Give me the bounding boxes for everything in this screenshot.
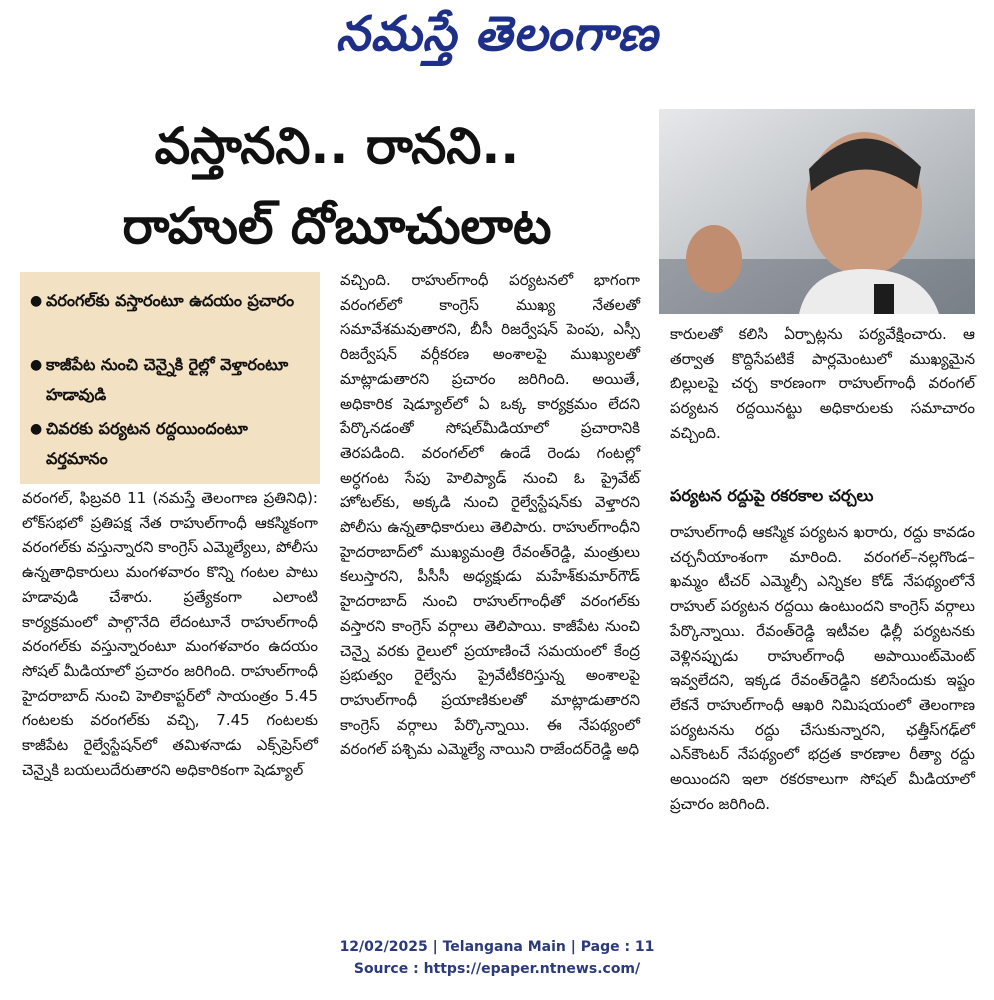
article-column-right-top: కారులతో కలిసి ఏర్పాట్లను పర్యవేక్షించారు. ఆ తర్వాత కొద్దిసేపటికే పార్లమెంటులో ముఖ్యమైన బిల్లులపై చర్చ కారణంగా రాహుల్‌గాంధీ వరంగల్ పర్యటన రద్దయినట్టు అధికారులకు సమాచారం వచ్చింది. bbox=[670, 325, 975, 442]
article-column-left: వరంగల్, ఫిబ్రవరి 11 (నమస్తే తెలంగాణ ప్రతినిధి): లోక్‌సభలో ప్రతిపక్ష నేత రాహుల్‌గాంధీ ఆకస్మికంగా వరంగల్‌కు వస్తున్నారని కాంగ్రెస్ ఎమ్మెల్యేలు, పోలీసు ఉన్నతాధికారులు మంగళవారం కొన్ని గంటల పాటు హడావుడి చేశారు. ప్రత్యేకంగా ఎలాంటి కార్యక్రమంలో పాల్గొనేది లేదంటూనే రాహుల్‌గాంధీ వరంగల్‌కు వస్తున్నారంటూ మంగళవారం ఉదయం సోషల్ మీడియాలో ప్రచారం జరిగింది. రాహుల్‌గాంధీ హైదరాబాద్ నుంచి హెలికాప్టర్‌లో సాయంత్రం 5.45 గంటలకు వరంగల్‌కు వచ్చి, 7.45 గంటలకు కాజీపేట రైల్వేస్టేషన్‌లో తమిళనాడు ఎక్స్‌ప్రెస్‌లో చెన్నైకి బయలుదేరుతారని అధికారికంగా షెడ్యూల్ bbox=[22, 489, 318, 779]
bullet-icon: ● bbox=[30, 357, 43, 373]
portrait-photo-icon bbox=[659, 109, 975, 314]
highlight-item: ● వరంగల్‌కు వస్తారంటూ ఉదయం ప్రచారం bbox=[30, 286, 314, 316]
bullet-icon: ● bbox=[30, 421, 43, 437]
masthead-title: నమస్తే తెలంగాణ bbox=[335, 6, 659, 62]
article-column-right-bottom: రాహుల్‌గాంధీ ఆకస్మిక పర్యటన ఖరారు, రద్దు కావడం చర్చనీయాంశంగా మారింది. వరంగల్–నల్లగొండ–ఖమ్మం టీచర్ ఎమ్మెల్సీ ఎన్నికల కోడ్ నేపథ్యంలోనే రాహుల్ పర్యటన రద్దయి ఉంటుందని కాంగ్రెస్ వర్గాలు పేర్కొన్నాయి. రేవంత్‌రెడ్డి ఇటీవల ఢిల్లీ పర్యటనకు వెళ్లినప్పుడు రాహుల్‌గాంధీ అపాయింట్‌మెంట్ ఇవ్వలేదని, ఇక్కడ రేవంత్‌రెడ్డిని కలిసేందుకు ఇష్టం లేకనే రాహుల్‌గాంధీ ఆఖరి నిమిషయంలో తెలంగాణ పర్యటనను రద్దు చేసుకున్నారని, ఛత్తీస్‌గఢ్‌లో ఎన్‌కౌంటర్ నేపథ్యంలో భద్రత కారణాల రీత్యా రద్దు అయిందని ఇలా రకరకాలుగా సోషల్ మీడియాలో ప్రచారం జరిగింది. bbox=[670, 523, 975, 813]
footer-date-line: 12/02/2025 | Telangana Main | Page : 11 bbox=[339, 939, 655, 955]
highlight-item: ● కాజీపేట నుంచి చెన్నైకి రైల్లో వెళ్తారంటూ హడావుడి bbox=[30, 350, 314, 410]
headline-line-1: వస్తానని.. రానని.. bbox=[154, 117, 520, 175]
headline-line-2: రాహుల్ దోబూచులాట bbox=[122, 197, 552, 255]
page-footer bbox=[0, 936, 994, 980]
highlight-item: ● చివరకు పర్యటన రద్దయిందంటూ వర్తమానం bbox=[30, 414, 314, 474]
article-column-middle: వచ్చింది. రాహుల్‌గాంధీ పర్యటనలో భాగంగా వరంగల్‌లో కాంగ్రెస్ ముఖ్య నేతలతో సమావేశమవుతారని, బీసీ రిజర్వేషన్ పెంపు, ఎస్సీ రిజర్వేషన్ వర్గీకరణ అంశాలపై ముఖ్యులతో మాట్లాడుతారని ప్రచారం జరిగింది. అయితే, అధికారిక షెడ్యూల్‌లో ఏ ఒక్క కార్యక్రమం లేదని పేర్కొనడంతో సోషల్‌మీడియాలో ప్రచారానికి తెరపడింది. వరంగల్‌లో ఉండే రెండు గంటల్లో అర్ధగంట సేపు హెలిప్యాడ్ నుంచి ఓ ప్రైవేట్ హోటల్‌కు, అక్కడి నుంచి రైల్వేస్టేషన్‌కు వెళ్తారని పోలీసు ఉన్నతాధికారులు తెలిపారు. రాహుల్‌గాంధీని హైదరాబాద్‌లో ముఖ్యమంత్రి రేవంత్‌రెడ్డి, మంత్రులు కలుస్తారని, పీసీసీ అధ్యక్షుడు మహేశ్‌కుమార్‌గౌడ్ హైదరాబాద్ నుంచి రాహుల్‌గాంధీతో వరంగల్‌కు వస్తారని కాంగ్రెస్ వర్గాలు తెలిపాయి. కాజీపేట నుంచి చెన్నై వరకు రైలులో ప్రయాణించే సమయంలో కేంద్ర ప్రభుత్వం రైల్వేను ప్రైవేటీకరిస్తున్న అంశాలపై రాహుల్‌గాంధీ ప్రయాణికులతో మాట్లాడుతారని కాంగ్రెస్ వర్గాలు పేర్కొన్నాయి. ఈ నేపథ్యంలో వరంగల్ పశ్చిమ ఎమ్మెల్యే నాయిని రాజేందర్‌రెడ్డి అధి bbox=[340, 271, 640, 759]
bullet-icon: ● bbox=[30, 293, 43, 309]
highlights-box bbox=[20, 272, 320, 484]
footer-source-line: Source : https://epaper.ntnews.com/ bbox=[353, 961, 641, 977]
news-photo bbox=[659, 109, 975, 314]
article-subheading: పర్యటన రద్దుపై రకరకాల చర్చలు bbox=[670, 486, 874, 505]
